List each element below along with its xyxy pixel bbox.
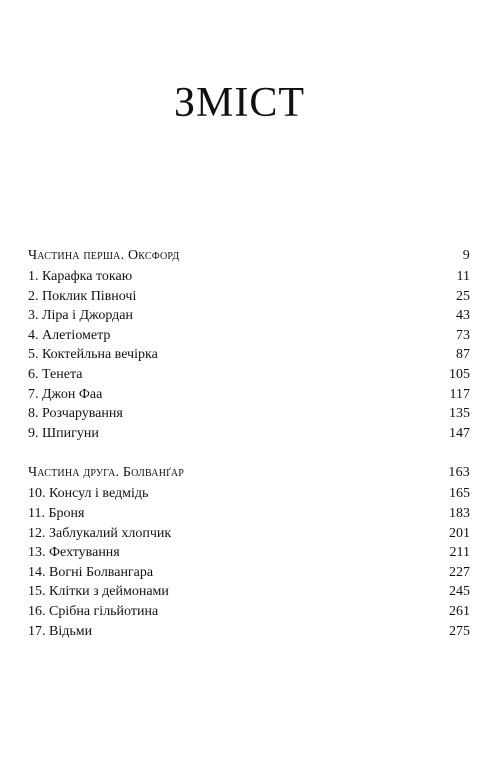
chapter-page-number: 105	[449, 366, 470, 382]
toc-chapter-row	[28, 424, 470, 444]
chapter-title: 3. Ліра і Джордан	[28, 308, 134, 324]
toc-chapter-row	[28, 582, 470, 602]
chapter-page-number: 261	[449, 603, 470, 619]
toc-chapter-row	[28, 602, 470, 622]
part-page-number: 9	[462, 248, 470, 263]
chapter-page-number: 227	[449, 564, 470, 580]
toc-chapter-row	[28, 543, 470, 563]
chapter-title: 2. Поклик Півночі	[28, 288, 137, 304]
chapter-title: 8. Розчарування	[28, 406, 123, 422]
chapter-title: 6. Тенета	[28, 366, 83, 382]
part-title: Частина перша. Оксфорд	[28, 248, 180, 263]
chapter-page-number: 165	[449, 486, 470, 502]
part-page-number: 163	[448, 465, 470, 481]
chapter-page-number: 183	[449, 505, 470, 521]
chapter-page-number: 275	[449, 623, 470, 639]
chapter-page-number: 25	[456, 288, 470, 304]
chapter-title: 5. Коктейльна вечірка	[28, 347, 158, 363]
toc-chapter-row	[28, 385, 470, 405]
toc-part-heading	[28, 244, 470, 267]
toc-part-1	[28, 244, 470, 443]
chapter-page-number: 147	[449, 425, 470, 441]
toc-chapter-row	[28, 484, 470, 504]
toc-chapter-row	[28, 563, 470, 583]
toc-chapter-row	[28, 306, 470, 326]
toc-chapter-row	[28, 287, 470, 307]
toc-chapter-row	[28, 622, 470, 642]
table-of-contents	[28, 244, 470, 641]
chapter-title: 14. Вогні Болвангара	[28, 564, 154, 580]
toc-chapter-row	[28, 404, 470, 424]
toc-chapter-row	[28, 326, 470, 346]
chapter-page-number: 211	[449, 545, 470, 561]
toc-part-2	[28, 461, 470, 641]
chapter-page-number: 87	[456, 347, 470, 363]
toc-part-heading	[28, 461, 470, 484]
chapter-title: 1. Карафка токаю	[28, 269, 133, 284]
page-title: ЗМІСТ	[173, 80, 306, 127]
chapter-page-number: 135	[449, 406, 470, 422]
chapter-title: 13. Фехтування	[28, 545, 120, 561]
chapter-title: 16. Срібна гільйотина	[28, 603, 159, 619]
chapter-page-number: 117	[449, 386, 470, 402]
chapter-page-number: 43	[456, 308, 470, 324]
chapter-title: 15. Клітки з деймонами	[28, 584, 169, 600]
toc-chapter-row	[28, 524, 470, 544]
chapter-title: 12. Заблукалий хлопчик	[28, 525, 172, 541]
chapter-title: 4. Алетіометр	[28, 327, 111, 343]
toc-chapter-row	[28, 365, 470, 385]
toc-chapter-row	[28, 504, 470, 524]
chapter-title: 17. Відьми	[28, 623, 93, 639]
chapter-page-number: 73	[456, 327, 470, 343]
part-title: Частина друга. Болванґар	[28, 465, 185, 481]
toc-chapter-row	[28, 267, 470, 287]
chapter-page-number: 11	[456, 269, 470, 284]
chapter-title: 9. Шпигуни	[28, 425, 99, 441]
chapter-title: 10. Консул і ведмідь	[28, 486, 149, 502]
chapter-page-number: 201	[449, 525, 470, 541]
toc-chapter-row	[28, 345, 470, 365]
chapter-title: 11. Броня	[28, 505, 85, 521]
chapter-page-number: 245	[449, 584, 470, 600]
chapter-title: 7. Джон Фаа	[28, 386, 103, 402]
